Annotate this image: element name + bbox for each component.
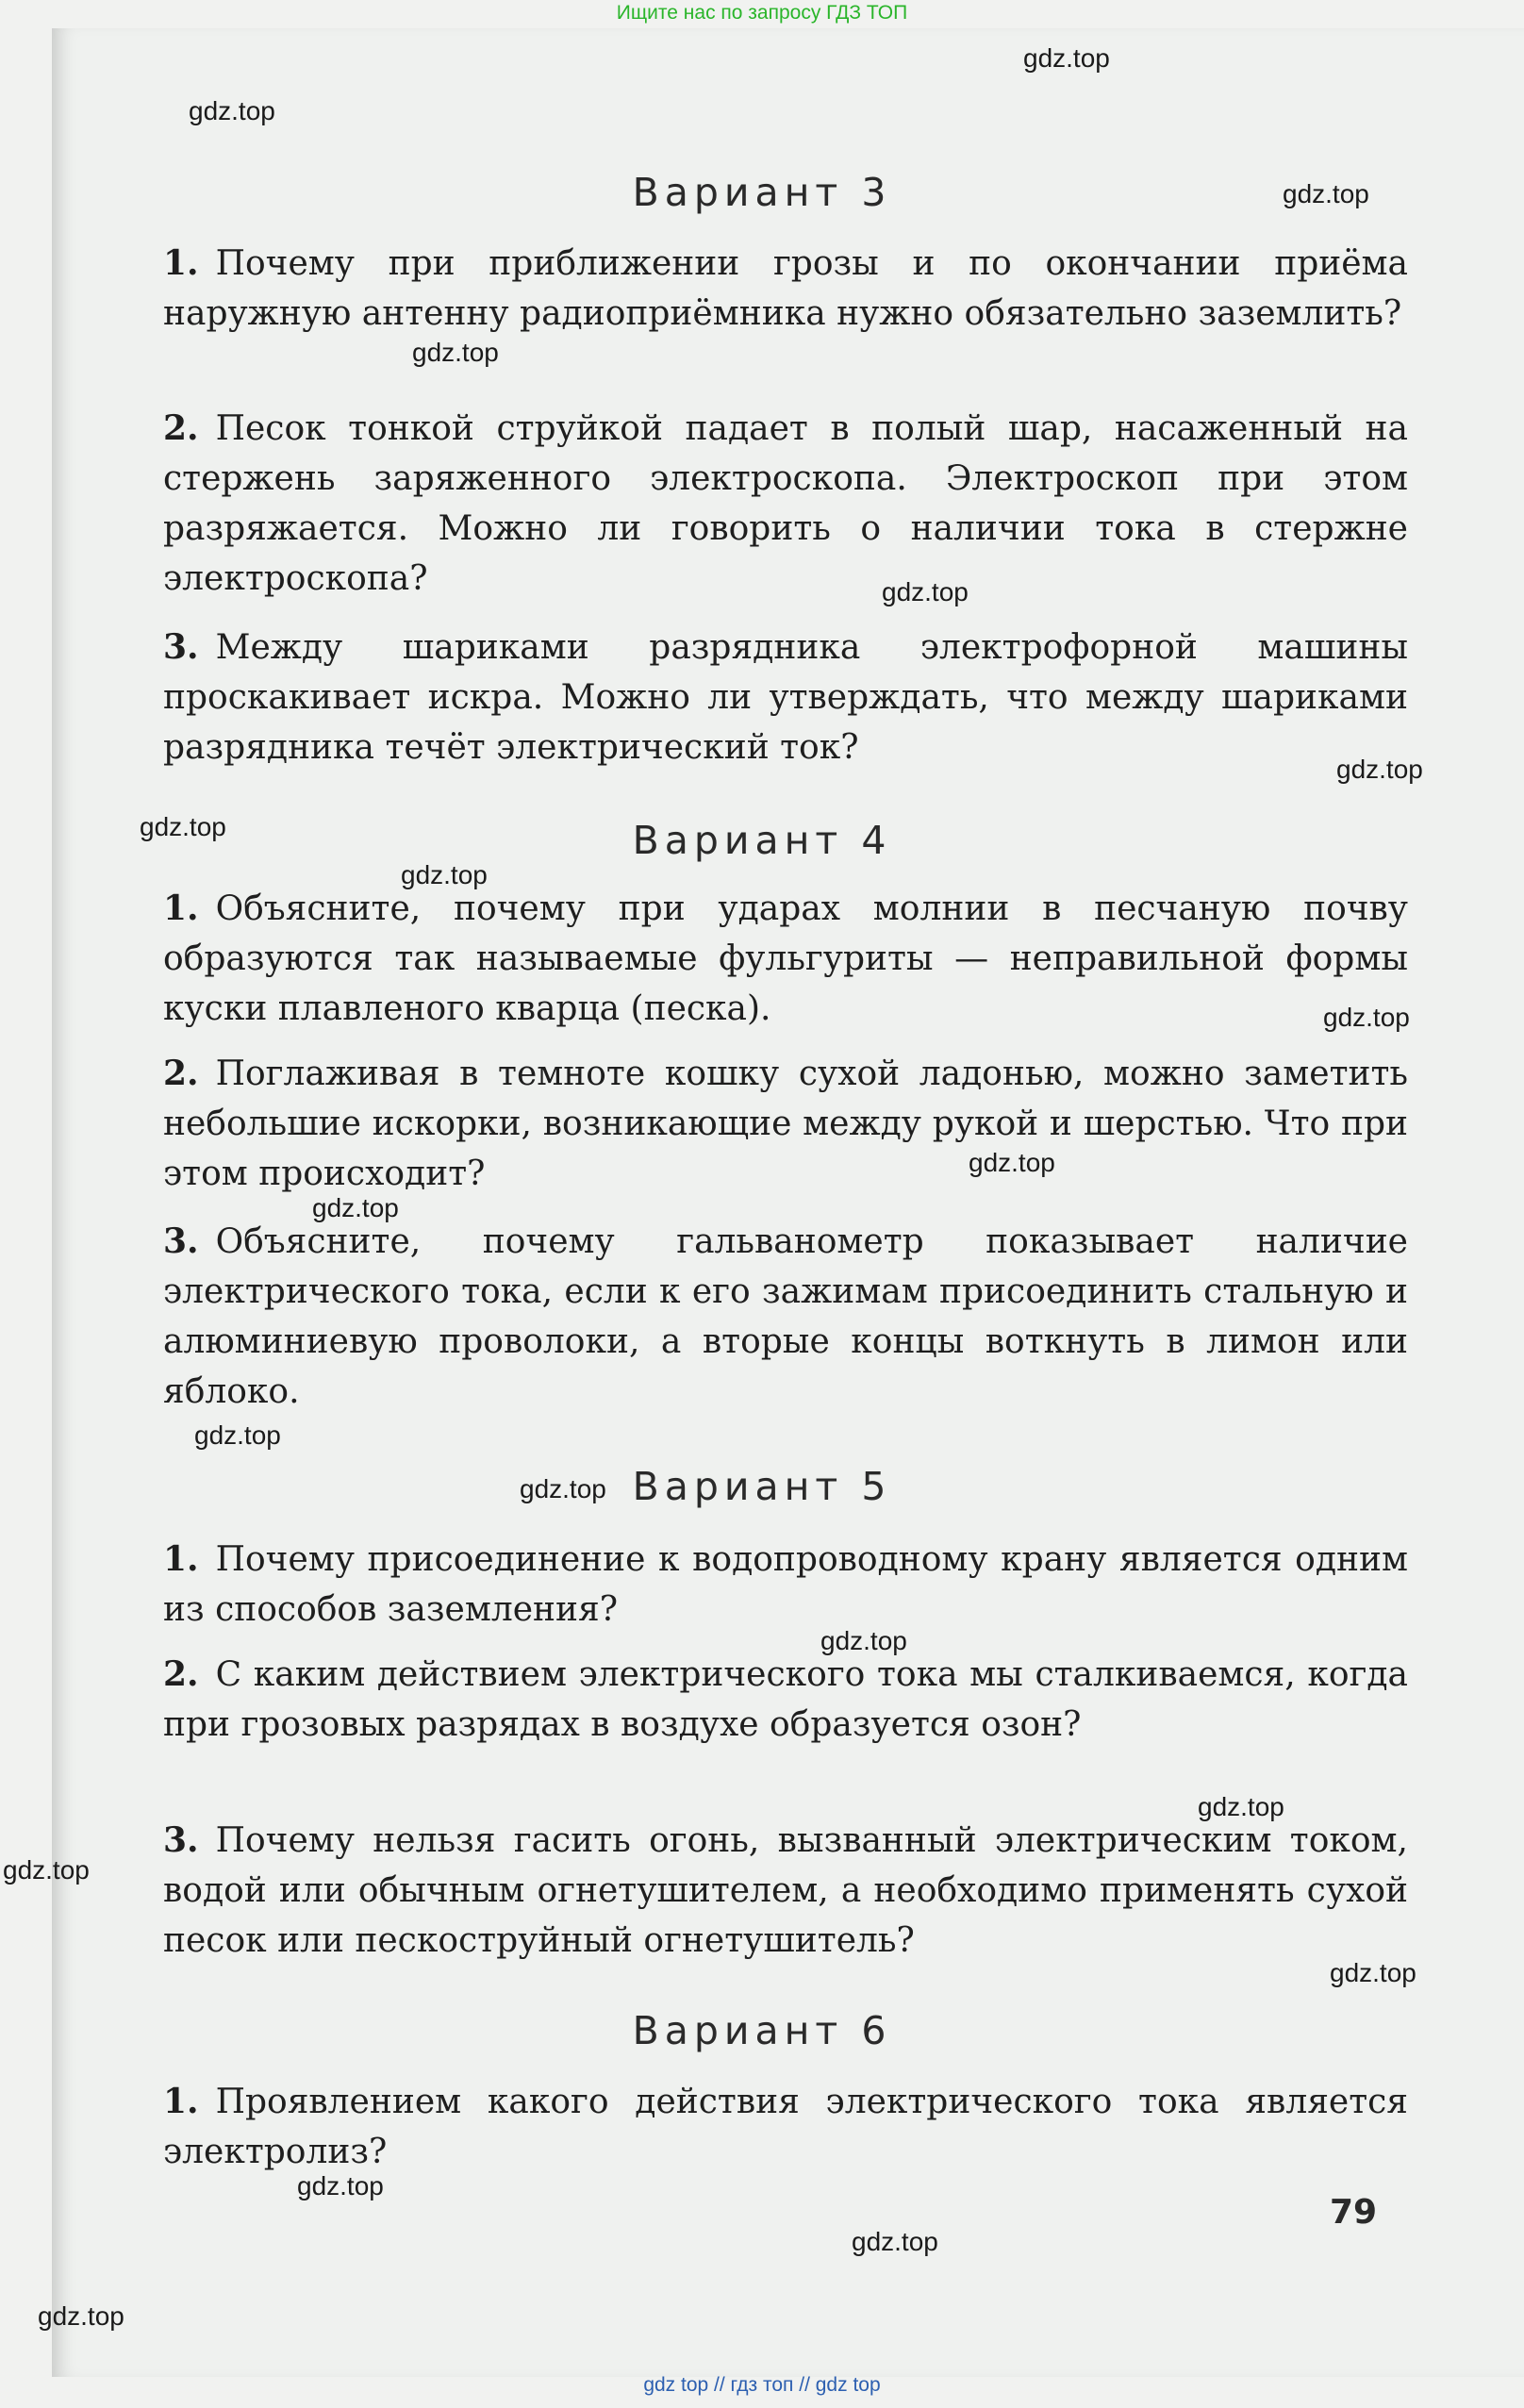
variant-3-heading: Вариант 3 (632, 170, 892, 215)
question-text: Почему при приближении грозы и по окончании приёма наружную антенну радиоприёмника нужно обязательно заземлить? (163, 244, 1408, 333)
question-number: 2. (163, 408, 199, 448)
question-v5-2 (163, 1650, 1408, 1750)
watermark: gdz.top (38, 2301, 124, 2331)
question-text: Между шариками разрядника электрофорной машины проскакивает искра. Можно ли утверждать, что между шариками разрядника течёт электрический ток? (163, 628, 1408, 767)
question-number: 1. (163, 243, 199, 283)
question-text: Почему нельзя гасить огонь, вызванный электрическим током, водой или обычным огнетушителем, а необходимо применять сухой песок или пескоструйный огнетушитель? (163, 1821, 1408, 1960)
question-v3-2 (163, 404, 1408, 604)
watermark: gdz.top (1283, 179, 1369, 208)
question-v6-1 (163, 2077, 1408, 2177)
question-text: С каким действием электрического тока мы сталкиваемся, когда при грозовых разрядах в воздухе образуется озон? (163, 1655, 1408, 1744)
watermark: gdz.top (401, 860, 488, 889)
watermark: gdz.top (852, 2227, 938, 2256)
question-v3-3 (163, 623, 1408, 772)
watermark: gdz.top (189, 96, 275, 125)
question-number: 1. (163, 888, 199, 928)
search-banner[interactable]: Ищите нас по запросу ГДЗ ТОП (616, 2, 908, 24)
question-v4-2 (163, 1049, 1408, 1199)
page-number: 79 (1330, 2193, 1378, 2232)
watermark: gdz.top (1336, 755, 1423, 784)
question-number: 2. (163, 1654, 199, 1694)
watermark: gdz.top (194, 1420, 281, 1450)
watermark: gdz.top (1023, 43, 1110, 73)
question-text: Объясните, почему при ударах молнии в песчаную почву образуются так называемые фульгуриты — неправильной формы куски плавленого кварца (песка). (163, 889, 1408, 1028)
question-number: 3. (163, 627, 199, 667)
question-text: Объясните, почему гальванометр показывает наличие электрического тока, если к его зажимам присоединить стальную и алюминиевую проволоки, а вторые концы воткнуть в лимон или яблоко. (163, 1222, 1408, 1411)
question-number: 3. (163, 1221, 199, 1261)
watermark: gdz.top (140, 812, 226, 841)
watermark: gdz.top (1323, 1003, 1410, 1032)
watermark: gdz.top (969, 1148, 1055, 1177)
watermark: gdz.top (297, 2171, 384, 2200)
question-v5-3 (163, 1816, 1408, 1966)
question-text: Почему присоединение к водопроводному крану является одним из способов заземления? (163, 1540, 1408, 1629)
question-text: Песок тонкой струйкой падает в полый шар, насаженный на стержень заряженного электроскопа. Электроскоп при этом разряжается. Можно ли говорить о наличии тока в стержне электроскопа? (163, 409, 1408, 598)
question-v3-1 (163, 239, 1408, 339)
question-number: 3. (163, 1820, 199, 1860)
variant-4-heading: Вариант 4 (632, 818, 892, 863)
watermark: gdz.top (1198, 1792, 1284, 1821)
watermark: gdz.top (312, 1193, 399, 1222)
watermark: gdz.top (3, 1855, 90, 1885)
watermark: gdz.top (882, 577, 969, 606)
question-text: Поглаживая в темноте кошку сухой ладонью, можно заметить небольшие искорки, возникающие между рукой и шерстью. Что при этом происходит? (163, 1055, 1408, 1193)
footer-links[interactable]: gdz top // гдз топ // gdz top (643, 2374, 881, 2396)
question-v5-1 (163, 1535, 1408, 1635)
watermark: gdz.top (820, 1626, 907, 1655)
question-number: 1. (163, 2082, 199, 2121)
question-v4-1 (163, 884, 1408, 1034)
question-number: 1. (163, 1539, 199, 1579)
question-text: Проявлением какого действия электрического тока является электролиз? (163, 2083, 1408, 2171)
question-number: 2. (163, 1054, 199, 1093)
variant-5-heading: Вариант 5 (632, 1464, 892, 1509)
watermark: gdz.top (520, 1474, 606, 1503)
watermark: gdz.top (1330, 1958, 1416, 1987)
watermark: gdz.top (412, 338, 499, 367)
variant-6-heading: Вариант 6 (632, 2008, 892, 2053)
question-v4-3 (163, 1217, 1408, 1417)
